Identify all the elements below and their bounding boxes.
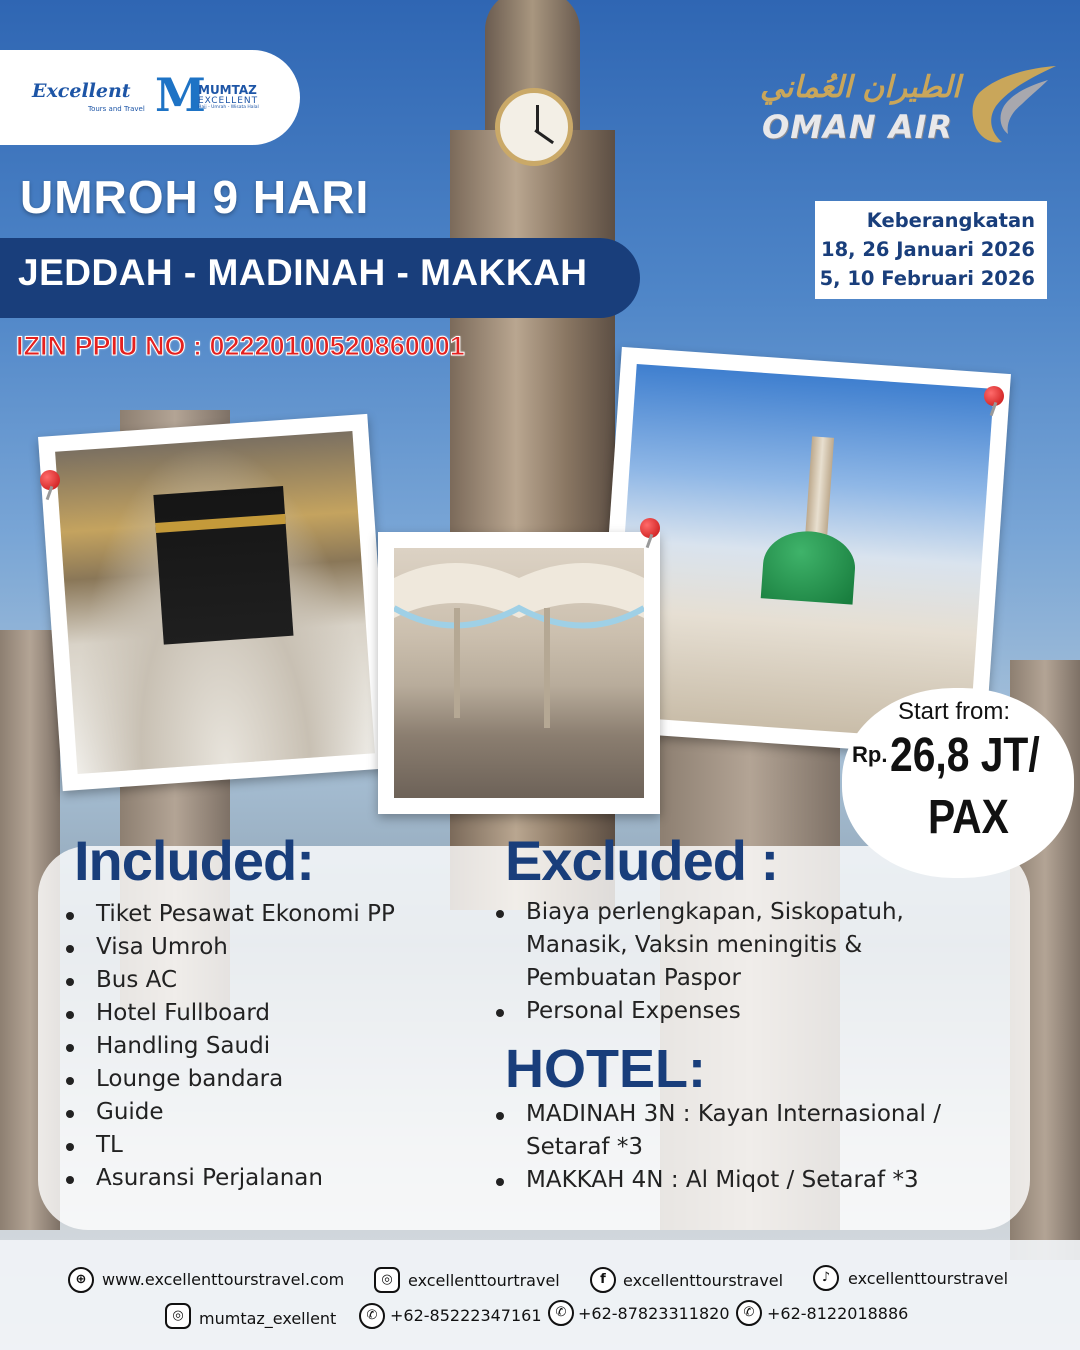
umbrella-canopy (394, 548, 644, 798)
phone-link[interactable]: +62-87823311820 (578, 1304, 730, 1323)
hotel-list (496, 1098, 966, 1197)
footer-bar (0, 1240, 1080, 1350)
list-item: Lounge bandara (66, 1063, 395, 1096)
phone-link[interactable]: +62-8122018886 (767, 1304, 909, 1323)
included-heading: Included: (74, 829, 314, 892)
phone-icon: ✆ (359, 1303, 385, 1329)
pin-icon (640, 518, 660, 538)
airline-arabic-name: الطيران العُماني (760, 70, 961, 105)
mumtaz-line3: Hajj - Umrah - Wisata Halal (198, 105, 259, 111)
list-item: MAKKAH 4N : Al Miqot / Setaraf *3 (496, 1164, 966, 1197)
list-item: Personal Expenses (496, 995, 966, 1028)
phone-icon: ✆ (736, 1300, 762, 1326)
departure-label: Keberangkatan (866, 209, 1035, 232)
phone-link[interactable]: +62-85222347161 (390, 1306, 542, 1325)
instagram-icon: ◎ (165, 1303, 191, 1329)
instagram-link[interactable]: mumtaz_exellent (199, 1309, 337, 1328)
nabawi-image (612, 364, 994, 741)
ppiu-license: IZIN PPIU NO : 02220100520860001 (16, 331, 465, 361)
price-start-label: Start from: (898, 698, 1011, 725)
list-item: TL (66, 1129, 395, 1162)
list-item: Hotel Fullboard (66, 997, 395, 1030)
excluded-heading: Excluded : (505, 829, 779, 892)
excellent-logo-subtitle: Tours and Travel (88, 105, 145, 113)
package-title: UMROH 9 HARI (20, 171, 370, 223)
hotel-heading: HOTEL: (505, 1039, 706, 1099)
instagram-icon: ◎ (374, 1267, 400, 1293)
pin-icon (40, 470, 60, 490)
mumtaz-line1: MUMTAZ (198, 83, 257, 97)
green-dome (761, 528, 858, 604)
airline-name: OMAN AIR (762, 108, 954, 146)
route-text: JEDDAH - MADINAH - MAKKAH (18, 252, 588, 293)
facebook-link[interactable]: excellenttourstravel (623, 1271, 784, 1290)
pin-icon (984, 386, 1004, 406)
umbrella-photo (378, 532, 660, 814)
excellent-logo: Excellent (32, 80, 131, 102)
umbrella-image (394, 548, 644, 798)
kaaba (153, 486, 293, 645)
instagram-link[interactable]: excellenttourtravel (408, 1271, 560, 1290)
price-currency: Rp. (852, 742, 888, 767)
oman-air-wing-icon (968, 62, 1060, 146)
clock-face (495, 88, 573, 166)
list-item: Asuransi Perjalanan (66, 1162, 395, 1195)
facebook-icon: f (590, 1267, 616, 1293)
tiktok-icon: ♪ (813, 1265, 839, 1291)
list-item: Visa Umroh (66, 931, 395, 964)
list-item: Biaya perlengkapan, Siskopatuh, Manasik, Vaksin meningitis & Pembuatan Paspor (496, 896, 966, 995)
list-item: Bus AC (66, 964, 395, 997)
list-item: Tiket Pesawat Ekonomi PP (66, 898, 395, 931)
included-list (66, 898, 395, 1195)
departure-date: 5, 10 Februari 2026 (819, 267, 1035, 290)
price-unit: PAX (928, 791, 1009, 844)
list-item: MADINAH 3N : Kayan Internasional / Setaraf *3 (496, 1098, 966, 1164)
website-link[interactable]: www.excellenttourstravel.com (102, 1270, 345, 1289)
globe-icon: ⊕ (68, 1267, 94, 1293)
phone-icon: ✆ (548, 1300, 574, 1326)
excluded-list (496, 896, 966, 1028)
kaaba-image (55, 431, 375, 774)
tiktok-link[interactable]: excellenttourstravel (848, 1269, 1009, 1288)
mumtaz-logo-mark: M (155, 68, 206, 122)
list-item: Guide (66, 1096, 395, 1129)
departure-date: 18, 26 Januari 2026 (821, 238, 1035, 261)
departure-box (815, 201, 1047, 299)
list-item: Handling Saudi (66, 1030, 395, 1063)
mumtaz-logo-text (198, 84, 259, 111)
mumtaz-line2: EXCELLENT (198, 95, 259, 106)
kaaba-photo (38, 414, 392, 791)
price-amount: 26,8 JT/ (890, 729, 1040, 782)
